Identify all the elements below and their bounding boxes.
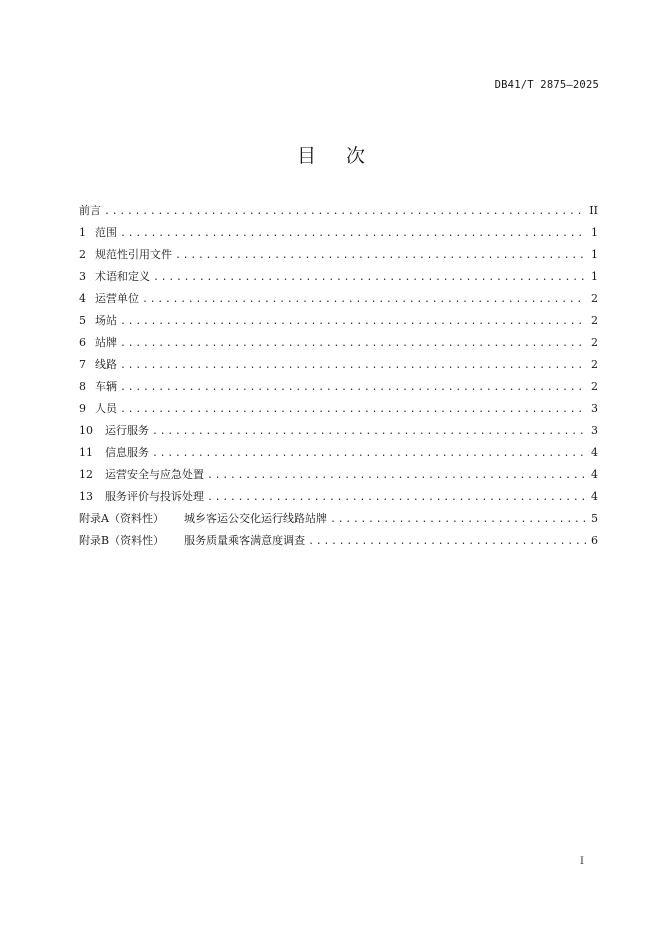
toc-entry-number: 1 [79, 226, 86, 239]
toc-entry-page: 4 [591, 468, 598, 481]
toc-entry-foreword[interactable] [79, 200, 598, 222]
toc-entry-page: 1 [591, 248, 598, 261]
toc-leader-dots [120, 311, 586, 333]
toc-entry-label: 术语和定义 [95, 270, 150, 283]
toc-leader-dots [120, 399, 586, 421]
toc-entry-7[interactable] [79, 354, 598, 376]
toc-entry-number: 12 [79, 468, 93, 481]
toc-leader-dots [207, 465, 586, 487]
toc-entry-page: 4 [591, 490, 598, 503]
toc-entry-8[interactable] [79, 376, 598, 398]
toc-entry-1[interactable] [79, 222, 598, 244]
table-of-contents [79, 200, 598, 552]
toc-entry-label: 运营安全与应急处置 [105, 468, 204, 481]
document-code: DB41/T 2875—2025 [494, 79, 599, 91]
toc-entry-10[interactable] [79, 420, 598, 442]
toc-entry-page: 4 [591, 446, 598, 459]
toc-entry-page: 3 [591, 424, 598, 437]
toc-leader-dots [120, 377, 586, 399]
toc-leader-dots [175, 245, 586, 267]
toc-entry-page: 5 [591, 512, 598, 525]
toc-leader-dots [153, 267, 586, 289]
toc-entry-number: 7 [79, 358, 86, 371]
toc-entry-page: 2 [591, 358, 598, 371]
toc-entry-sublabel: 服务质量乘客满意度调查 [184, 534, 306, 547]
page-number: I [580, 856, 584, 867]
toc-entry-appendix-b[interactable] [79, 530, 598, 552]
toc-entry-label: 车辆 [95, 380, 117, 393]
toc-entry-number: 10 [79, 424, 93, 437]
toc-entry-number: 4 [79, 292, 86, 305]
toc-entry-label: 规范性引用文件 [95, 248, 172, 261]
toc-entry-11[interactable] [79, 442, 598, 464]
toc-entry-label: 运行服务 [105, 424, 149, 437]
toc-entry-page: 3 [591, 402, 598, 415]
toc-entry-number: 5 [79, 314, 86, 327]
toc-entry-label: 信息服务 [105, 446, 149, 459]
toc-entry-page: II [589, 204, 598, 217]
toc-entry-6[interactable] [79, 332, 598, 354]
toc-entry-4[interactable] [79, 288, 598, 310]
toc-leader-dots [308, 531, 586, 553]
toc-entry-number: 2 [79, 248, 86, 261]
toc-entry-5[interactable] [79, 310, 598, 332]
toc-leader-dots [152, 443, 586, 465]
toc-entry-label: 服务评价与投诉处理 [105, 490, 204, 503]
toc-entry-label: 场站 [95, 314, 117, 327]
toc-entry-3[interactable] [79, 266, 598, 288]
toc-entry-13[interactable] [79, 486, 598, 508]
toc-leader-dots [207, 487, 586, 509]
toc-leader-dots [120, 355, 586, 377]
toc-entry-number: 11 [79, 446, 93, 459]
toc-entry-9[interactable] [79, 398, 598, 420]
toc-entry-page: 1 [591, 226, 598, 239]
toc-entry-label: 范围 [95, 226, 117, 239]
toc-entry-label: 线路 [95, 358, 117, 371]
toc-entry-number: 6 [79, 336, 86, 349]
toc-leader-dots [142, 289, 586, 311]
toc-entry-page: 1 [591, 270, 598, 283]
toc-leader-dots [120, 223, 586, 245]
toc-entry-label: 附录A（资料性） [79, 512, 164, 525]
toc-leader-dots [330, 509, 586, 531]
toc-entry-label: 附录B（资料性） [79, 534, 165, 547]
toc-entry-page: 2 [591, 336, 598, 349]
toc-entry-2[interactable] [79, 244, 598, 266]
toc-entry-label: 运营单位 [95, 292, 139, 305]
toc-entry-12[interactable] [79, 464, 598, 486]
toc-leader-dots [120, 333, 586, 355]
toc-leader-dots [152, 421, 586, 443]
toc-entry-label: 前言 [79, 204, 101, 217]
toc-entry-number: 8 [79, 380, 86, 393]
toc-entry-page: 2 [591, 314, 598, 327]
toc-leader-dots [104, 201, 585, 223]
toc-entry-number: 13 [79, 490, 93, 503]
toc-entry-page: 6 [591, 534, 598, 547]
toc-entry-page: 2 [591, 380, 598, 393]
toc-entry-label: 站牌 [95, 336, 117, 349]
toc-entry-appendix-a[interactable] [79, 508, 598, 530]
toc-entry-number: 9 [79, 402, 86, 415]
toc-entry-label: 人员 [95, 402, 117, 415]
toc-entry-number: 3 [79, 270, 86, 283]
page-title: 目次 [296, 145, 395, 167]
toc-entry-sublabel: 城乡客运公交化运行线路站牌 [183, 512, 327, 525]
toc-entry-page: 2 [591, 292, 598, 305]
